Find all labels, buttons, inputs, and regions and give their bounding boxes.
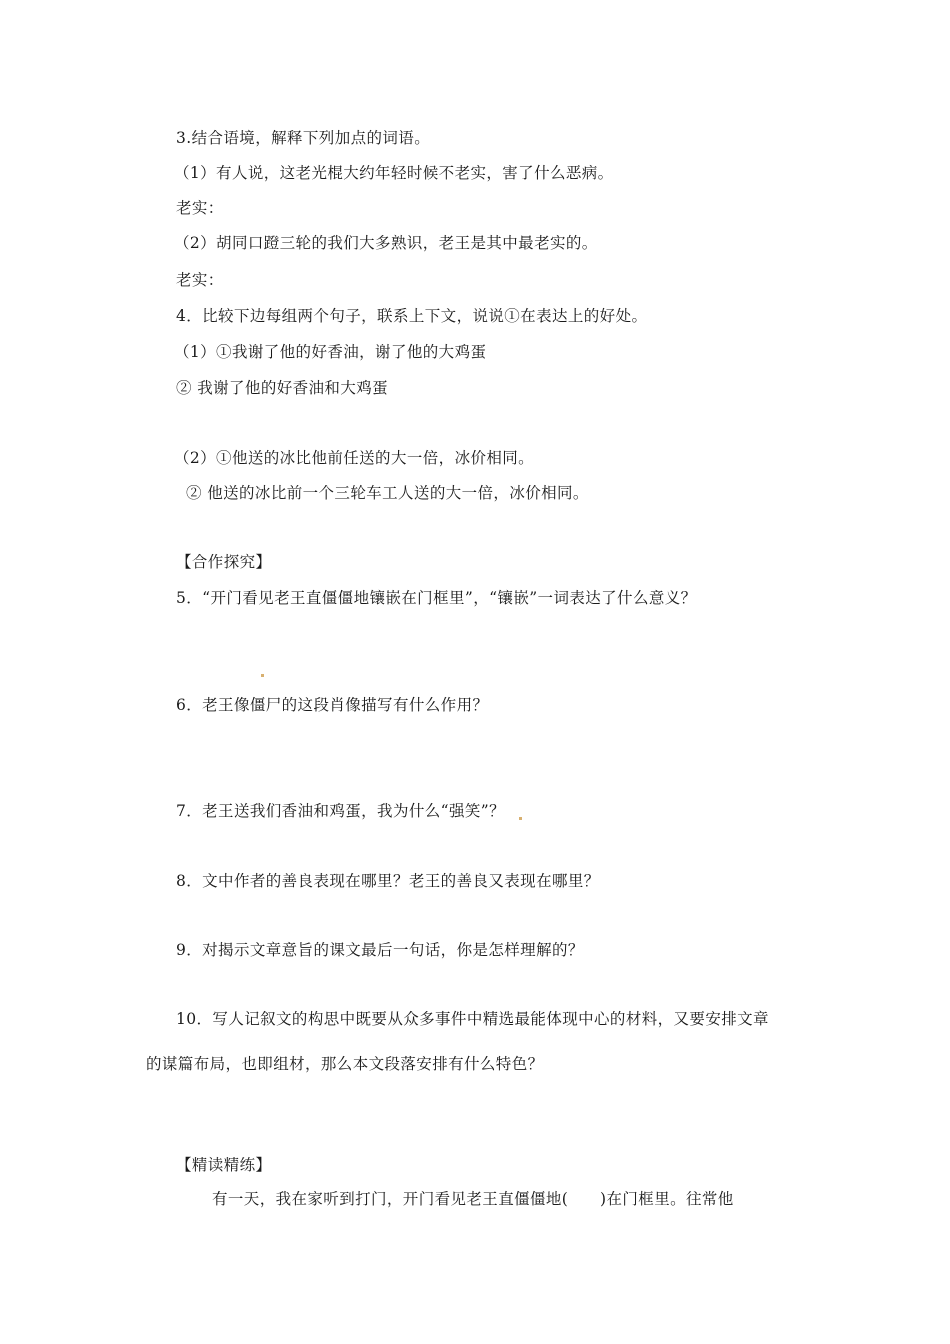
q4-group2-sentence-a: （2）①他送的冰比他前任送的大一倍，冰价相同。: [174, 449, 535, 467]
q3-answer-label-1: 老实：: [176, 199, 224, 217]
q4-group2-sentence-b: ② 他送的冰比前一个三轮车工人送的大一倍，冰价相同。: [186, 484, 589, 502]
q3-item-1: （1）有人说，这老光棍大约年轻时候不老实，害了什么恶病。: [174, 164, 614, 182]
question-6: 6．老王像僵尸的这段肖像描写有什么作用？: [176, 696, 489, 714]
q4-group1-sentence-b: ② 我谢了他的好香油和大鸡蛋: [176, 379, 389, 397]
question-10-line-2: 的谋篇布局，也即组材，那么本文段落安排有什么特色？: [146, 1055, 544, 1073]
section-intensive-reading: 【精读精练】: [176, 1156, 272, 1174]
q3-heading: 3.结合语境，解释下列加点的词语。: [176, 129, 431, 147]
q4-group1-sentence-a: （1）①我谢了他的好香油，谢了他的大鸡蛋: [174, 343, 487, 361]
decorative-dot: [261, 674, 264, 677]
q4-heading: 4．比较下边每组两个句子，联系上下文，说说①在表达上的好处。: [176, 307, 648, 325]
section-cooperative-inquiry: 【合作探究】: [176, 553, 272, 571]
decorative-dot: [519, 817, 522, 820]
question-8: 8．文中作者的善良表现在哪里？老王的善良又表现在哪里？: [176, 872, 600, 890]
question-5: 5．“开门看见老王直僵僵地镶嵌在门框里”，“镶嵌”一词表达了什么意义？: [176, 589, 697, 607]
question-10-line-1: 10．写人记叙文的构思中既要从众多事件中精选最能体现中心的材料，又要安排文章: [176, 1010, 769, 1028]
q3-item-2: （2）胡同口蹬三轮的我们大多熟识，老王是其中最老实的。: [174, 234, 598, 252]
q3-answer-label-2: 老实：: [176, 271, 224, 289]
question-9: 9．对揭示文章意旨的课文最后一句话，你是怎样理解的？: [176, 941, 584, 959]
question-7: 7．老王送我们香油和鸡蛋，我为什么“强笑”？: [176, 802, 506, 820]
reading-passage: 有一天，我在家听到打门，开门看见老王直僵僵地( )在门框里。往常他: [212, 1190, 734, 1208]
